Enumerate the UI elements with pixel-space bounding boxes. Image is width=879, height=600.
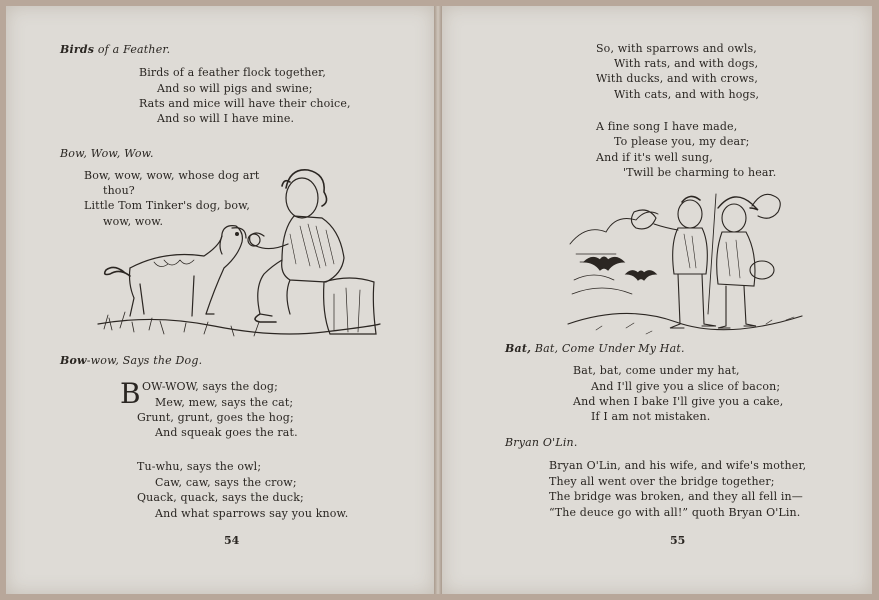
verse-line: Mew, mew, says the cat; bbox=[155, 396, 294, 409]
verse-line: Grunt, grunt, goes the hog; bbox=[137, 411, 294, 424]
verse-line: With cats, and with hogs, bbox=[614, 88, 760, 101]
verse-line: Caw, caw, says the crow; bbox=[155, 476, 297, 489]
verse-line: And if it's well sung, bbox=[596, 151, 713, 164]
verse-line: “The deuce go with all!” quoth Bryan O'Lin. bbox=[549, 506, 801, 519]
page-number: 55 bbox=[670, 534, 686, 547]
verse-line: With ducks, and with crows, bbox=[596, 72, 758, 85]
poem-title-bat-bat: Bat, Bat, Come Under My Hat. bbox=[505, 342, 685, 355]
verse-line: And what sparrows say you know. bbox=[155, 507, 349, 520]
verse-line: Rats and mice will have their choice, bbox=[139, 97, 351, 110]
verse-line: 'Twill be charming to hear. bbox=[623, 166, 777, 179]
poem-title-bryan-olin: Bryan O'Lin. bbox=[505, 436, 578, 449]
verse-line: Bat, bat, come under my hat, bbox=[573, 364, 740, 377]
verse-line: wow, wow. bbox=[103, 215, 164, 228]
verse-line: OW-WOW, says the dog; bbox=[142, 380, 278, 393]
drop-cap: B bbox=[120, 377, 141, 410]
verse-line: So, with sparrows and owls, bbox=[596, 42, 757, 55]
verse-line: Birds of a feather flock together, bbox=[139, 66, 326, 79]
poem-title-birds: Birds of a Feather. bbox=[60, 43, 171, 56]
children-and-bats-illustration bbox=[566, 184, 806, 344]
book-gutter bbox=[434, 6, 442, 594]
verse-line: If I am not mistaken. bbox=[591, 410, 711, 423]
verse-line: Bryan O'Lin, and his wife, and wife's mother, bbox=[549, 459, 807, 472]
poem-title-bow-wow-says-the-dog: Bow-wow, Says the Dog. bbox=[60, 354, 203, 367]
verse-line: They all went over the bridge together; bbox=[549, 475, 775, 488]
verse-line: Bow, wow, wow, whose dog art bbox=[84, 169, 260, 182]
verse-line: And when I bake I'll give you a cake, bbox=[573, 395, 784, 408]
verse-line: A fine song I have made, bbox=[596, 120, 738, 133]
right-page bbox=[442, 6, 872, 594]
boy-and-dog-illustration bbox=[94, 164, 384, 344]
verse-line: The bridge was broken, and they all fell in— bbox=[549, 490, 803, 503]
poem-title-bow-wow-wow: Bow, Wow, Wow. bbox=[60, 147, 154, 160]
verse-line: Quack, quack, says the duck; bbox=[137, 491, 304, 504]
left-page bbox=[6, 6, 434, 594]
verse-line: Little Tom Tinker's dog, bow, bbox=[84, 199, 251, 212]
verse-line: And squeak goes the rat. bbox=[155, 426, 298, 439]
verse-line: And so will pigs and swine; bbox=[157, 82, 313, 95]
verse-line: Tu-whu, says the owl; bbox=[137, 460, 262, 473]
verse-line: To please you, my dear; bbox=[614, 135, 750, 148]
verse-line: With rats, and with dogs, bbox=[614, 57, 759, 70]
page-number: 54 bbox=[224, 534, 240, 547]
verse-line: thou? bbox=[103, 184, 135, 197]
verse-line: And I'll give you a slice of bacon; bbox=[591, 380, 781, 393]
verse-line: And so will I have mine. bbox=[157, 112, 295, 125]
